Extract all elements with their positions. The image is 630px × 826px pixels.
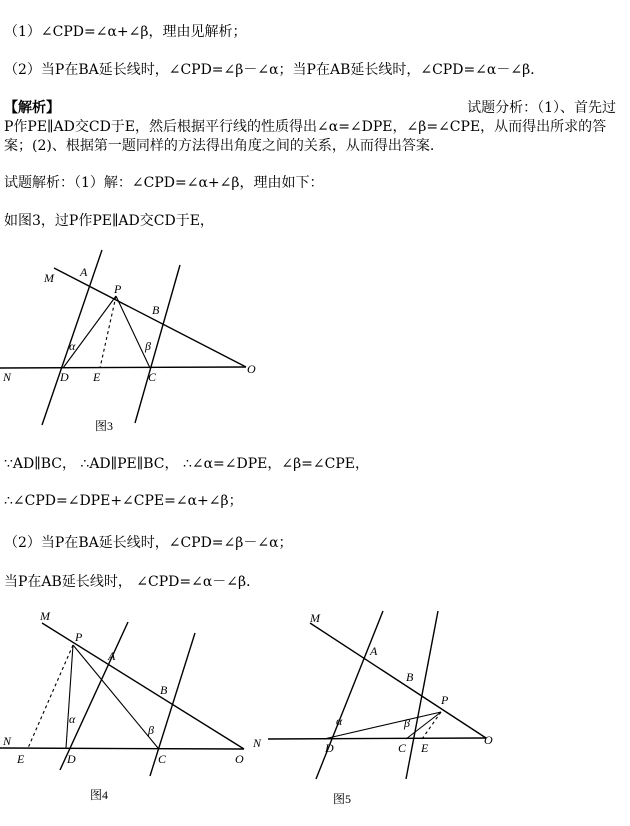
- fig5-label-d: D: [325, 741, 334, 755]
- fig4-label-m: M: [40, 609, 50, 623]
- fig5-caption: 图5: [333, 792, 352, 806]
- fig5-label-m: M: [310, 611, 320, 625]
- fig3-label-p: P: [114, 282, 122, 296]
- fig3-label-b: B: [152, 303, 160, 317]
- fig4-label-beta: β: [148, 723, 154, 737]
- fig3-label-o: O: [247, 362, 256, 376]
- answer-part-2: （2）当P在BA延长线时，∠CPD=∠β－∠α；当P在AB延长线时，∠CPD=∠α－∠β．: [4, 62, 545, 78]
- solution-line-5: （2）当P在BA延长线时，∠CPD=∠β－∠α；: [4, 535, 293, 551]
- fig4-label-a: A: [108, 649, 116, 663]
- fig4-label-e: E: [17, 752, 25, 766]
- fig4-label-d: D: [67, 752, 76, 766]
- fig5-label-beta: β: [404, 716, 410, 730]
- answer-part-1: （1）∠CPD=∠α+∠β，理由见解析；: [4, 24, 247, 40]
- fig5-label-alpha: α: [336, 714, 343, 728]
- fig5-label-o: O: [484, 733, 493, 747]
- analysis-intro: 试题分析：（1）、首先过: [467, 100, 616, 116]
- fig3-label-a: A: [80, 265, 88, 279]
- fig3-label-alpha: α: [69, 339, 76, 353]
- fig3-label-d: D: [60, 370, 69, 384]
- fig4-label-n: N: [3, 734, 12, 748]
- solution-line-2: 如图3，过P作PE∥AD交CD于E，: [4, 213, 214, 229]
- solution-line-6: 当P在AB延长线时， ∠CPD=∠α－∠β．: [4, 574, 261, 590]
- analysis-tag: 【解析】: [4, 100, 60, 116]
- fig4-label-p: P: [75, 630, 83, 644]
- fig4-caption: 图4: [90, 788, 109, 802]
- fig5-label-c: C: [398, 741, 407, 755]
- fig4-label-b: B: [160, 683, 168, 697]
- solution-line-4: ∴∠CPD=∠DPE+∠CPE=∠α+∠β；: [4, 493, 243, 509]
- fig4-label-c: C: [158, 752, 167, 766]
- solution-line-3: ∵AD∥BC， ∴AD∥PE∥BC， ∴∠α=∠DPE，∠β=∠CPE，: [4, 456, 369, 472]
- fig3-label-e: E: [93, 370, 101, 384]
- fig4-label-o: O: [235, 752, 244, 766]
- fig3-label-c: C: [148, 370, 157, 384]
- fig5-label-n: N: [253, 736, 262, 750]
- solution-line-1: 试题解析：（1）解：∠CPD=∠α+∠β，理由如下：: [4, 175, 324, 191]
- fig5-label-a: A: [370, 644, 378, 658]
- fig5-label-p: P: [441, 693, 449, 707]
- fig5-label-b: B: [406, 670, 414, 684]
- fig4-label-alpha: α: [69, 712, 76, 726]
- fig5-line-no: [268, 738, 486, 739]
- fig5-label-e: E: [421, 741, 429, 755]
- fig3-label-beta: β: [145, 339, 151, 353]
- analysis-body: P作PE∥AD交CD于E，然后根据平行线的性质得出∠α=∠DPE，∠β=∠CPE，从而得出所求的答案；(2)、根据第一题同样的方法得出角度之间的关系，从而得出答案.: [4, 119, 607, 154]
- fig3-caption: 图3: [95, 419, 114, 433]
- fig3-label-n: N: [3, 370, 12, 384]
- fig3-label-m: M: [44, 271, 54, 285]
